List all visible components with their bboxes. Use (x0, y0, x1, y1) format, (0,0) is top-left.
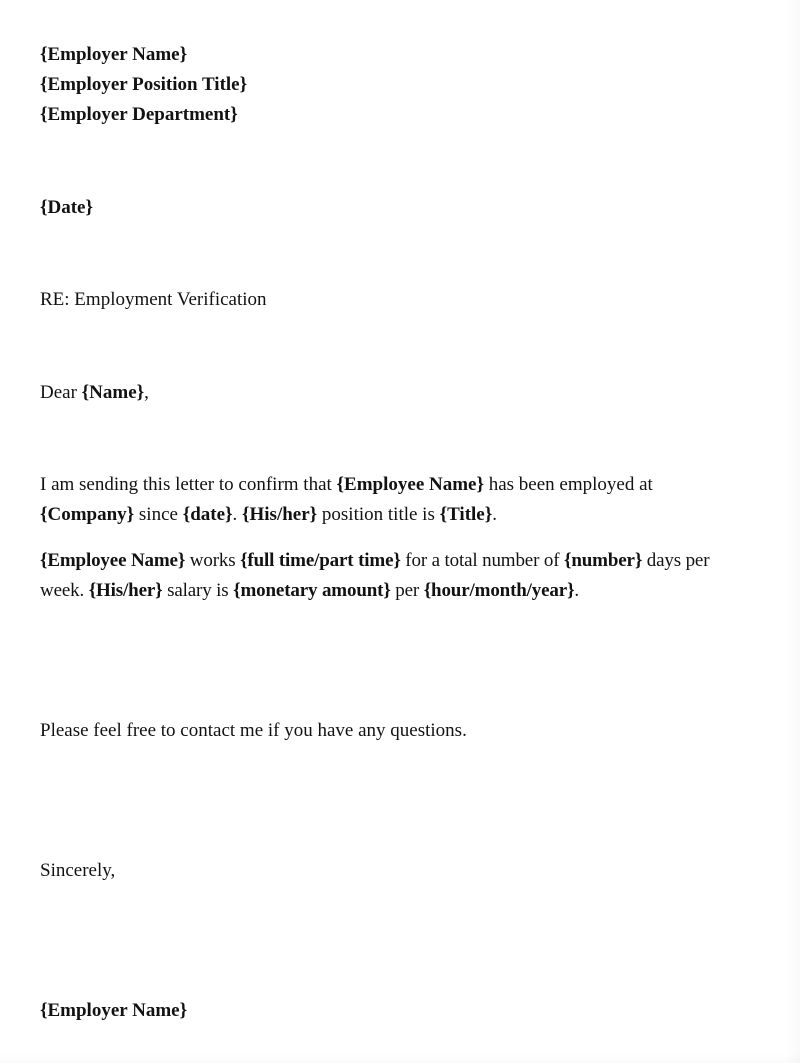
p2-salary-placeholder: {monetary amount} (233, 580, 391, 601)
p2-seg-10: per (390, 580, 424, 601)
p1-seg-11: . (492, 504, 497, 525)
p1-title-placeholder: {Title} (439, 504, 493, 525)
letterhead-employer-position-title: {Employer Position Title} (40, 74, 248, 95)
spacer-after-date (40, 223, 740, 285)
spacer-after-letterhead (40, 130, 740, 193)
p2-pronoun-placeholder: {His/her} (88, 580, 163, 601)
spacer-after-salutation (40, 408, 740, 470)
signature-block (40, 996, 740, 1026)
date-placeholder: {Date} (40, 197, 93, 218)
closing-note-line: Please feel free to contact me if you have any questions. (40, 720, 467, 741)
salutation-name-placeholder: {Name} (81, 382, 145, 403)
p1-pronoun-placeholder: {His/her} (242, 504, 318, 525)
p2-number-placeholder: {number} (563, 550, 643, 571)
p1-seg-1: I am sending this letter to confirm that (40, 474, 337, 495)
letterhead-employer-department: {Employer Department} (40, 104, 238, 125)
p1-company-placeholder: {Company} (40, 504, 135, 525)
subject-block (40, 285, 740, 315)
subject-line: RE: Employment Verification (40, 289, 267, 310)
body-paragraph-2 (40, 546, 746, 606)
letterhead-employer-name: {Employer Name} (40, 44, 188, 65)
p2-seg-6: days per week. (40, 550, 710, 601)
p2-employment-type-placeholder: {full time/part time} (240, 550, 401, 571)
salutation-greeting: Dear (40, 382, 82, 403)
date-block (40, 193, 740, 223)
p1-employee-name-placeholder: {Employee Name} (336, 474, 484, 495)
page-edge-shadow-right (786, 0, 800, 1063)
p2-period-placeholder: {hour/month/year} (423, 580, 575, 601)
page-edge-shadow-bottom (0, 1053, 800, 1063)
body-paragraph-1 (40, 470, 660, 530)
signature-employer-name: {Employer Name} (40, 1000, 188, 1021)
salutation-block (40, 378, 740, 408)
p2-seg-2: works (185, 550, 241, 571)
closing-note-block (40, 716, 740, 746)
salutation-line (40, 378, 740, 408)
letterhead-block (40, 40, 740, 130)
spacer-after-signoff (40, 886, 740, 996)
salutation-comma: , (144, 382, 149, 403)
p2-seg-8: salary is (162, 580, 234, 601)
p1-seg-3: has been employed at (483, 474, 653, 495)
p2-seg-4: for a total number of (400, 550, 564, 571)
p1-seg-9: position title is (317, 504, 440, 525)
p1-date-placeholder: {date} (182, 504, 233, 525)
signoff-block (40, 856, 740, 886)
spacer-after-subject (40, 315, 740, 378)
p1-seg-7: . (232, 504, 243, 525)
p1-seg-5: since (134, 504, 183, 525)
p2-employee-name-placeholder: {Employee Name} (40, 550, 186, 571)
p2-seg-12: . (574, 580, 580, 601)
spacer-after-closing-note (40, 746, 740, 856)
signoff-line: Sincerely, (40, 860, 116, 881)
spacer-after-body (40, 606, 740, 716)
letter-content (40, 40, 740, 1026)
